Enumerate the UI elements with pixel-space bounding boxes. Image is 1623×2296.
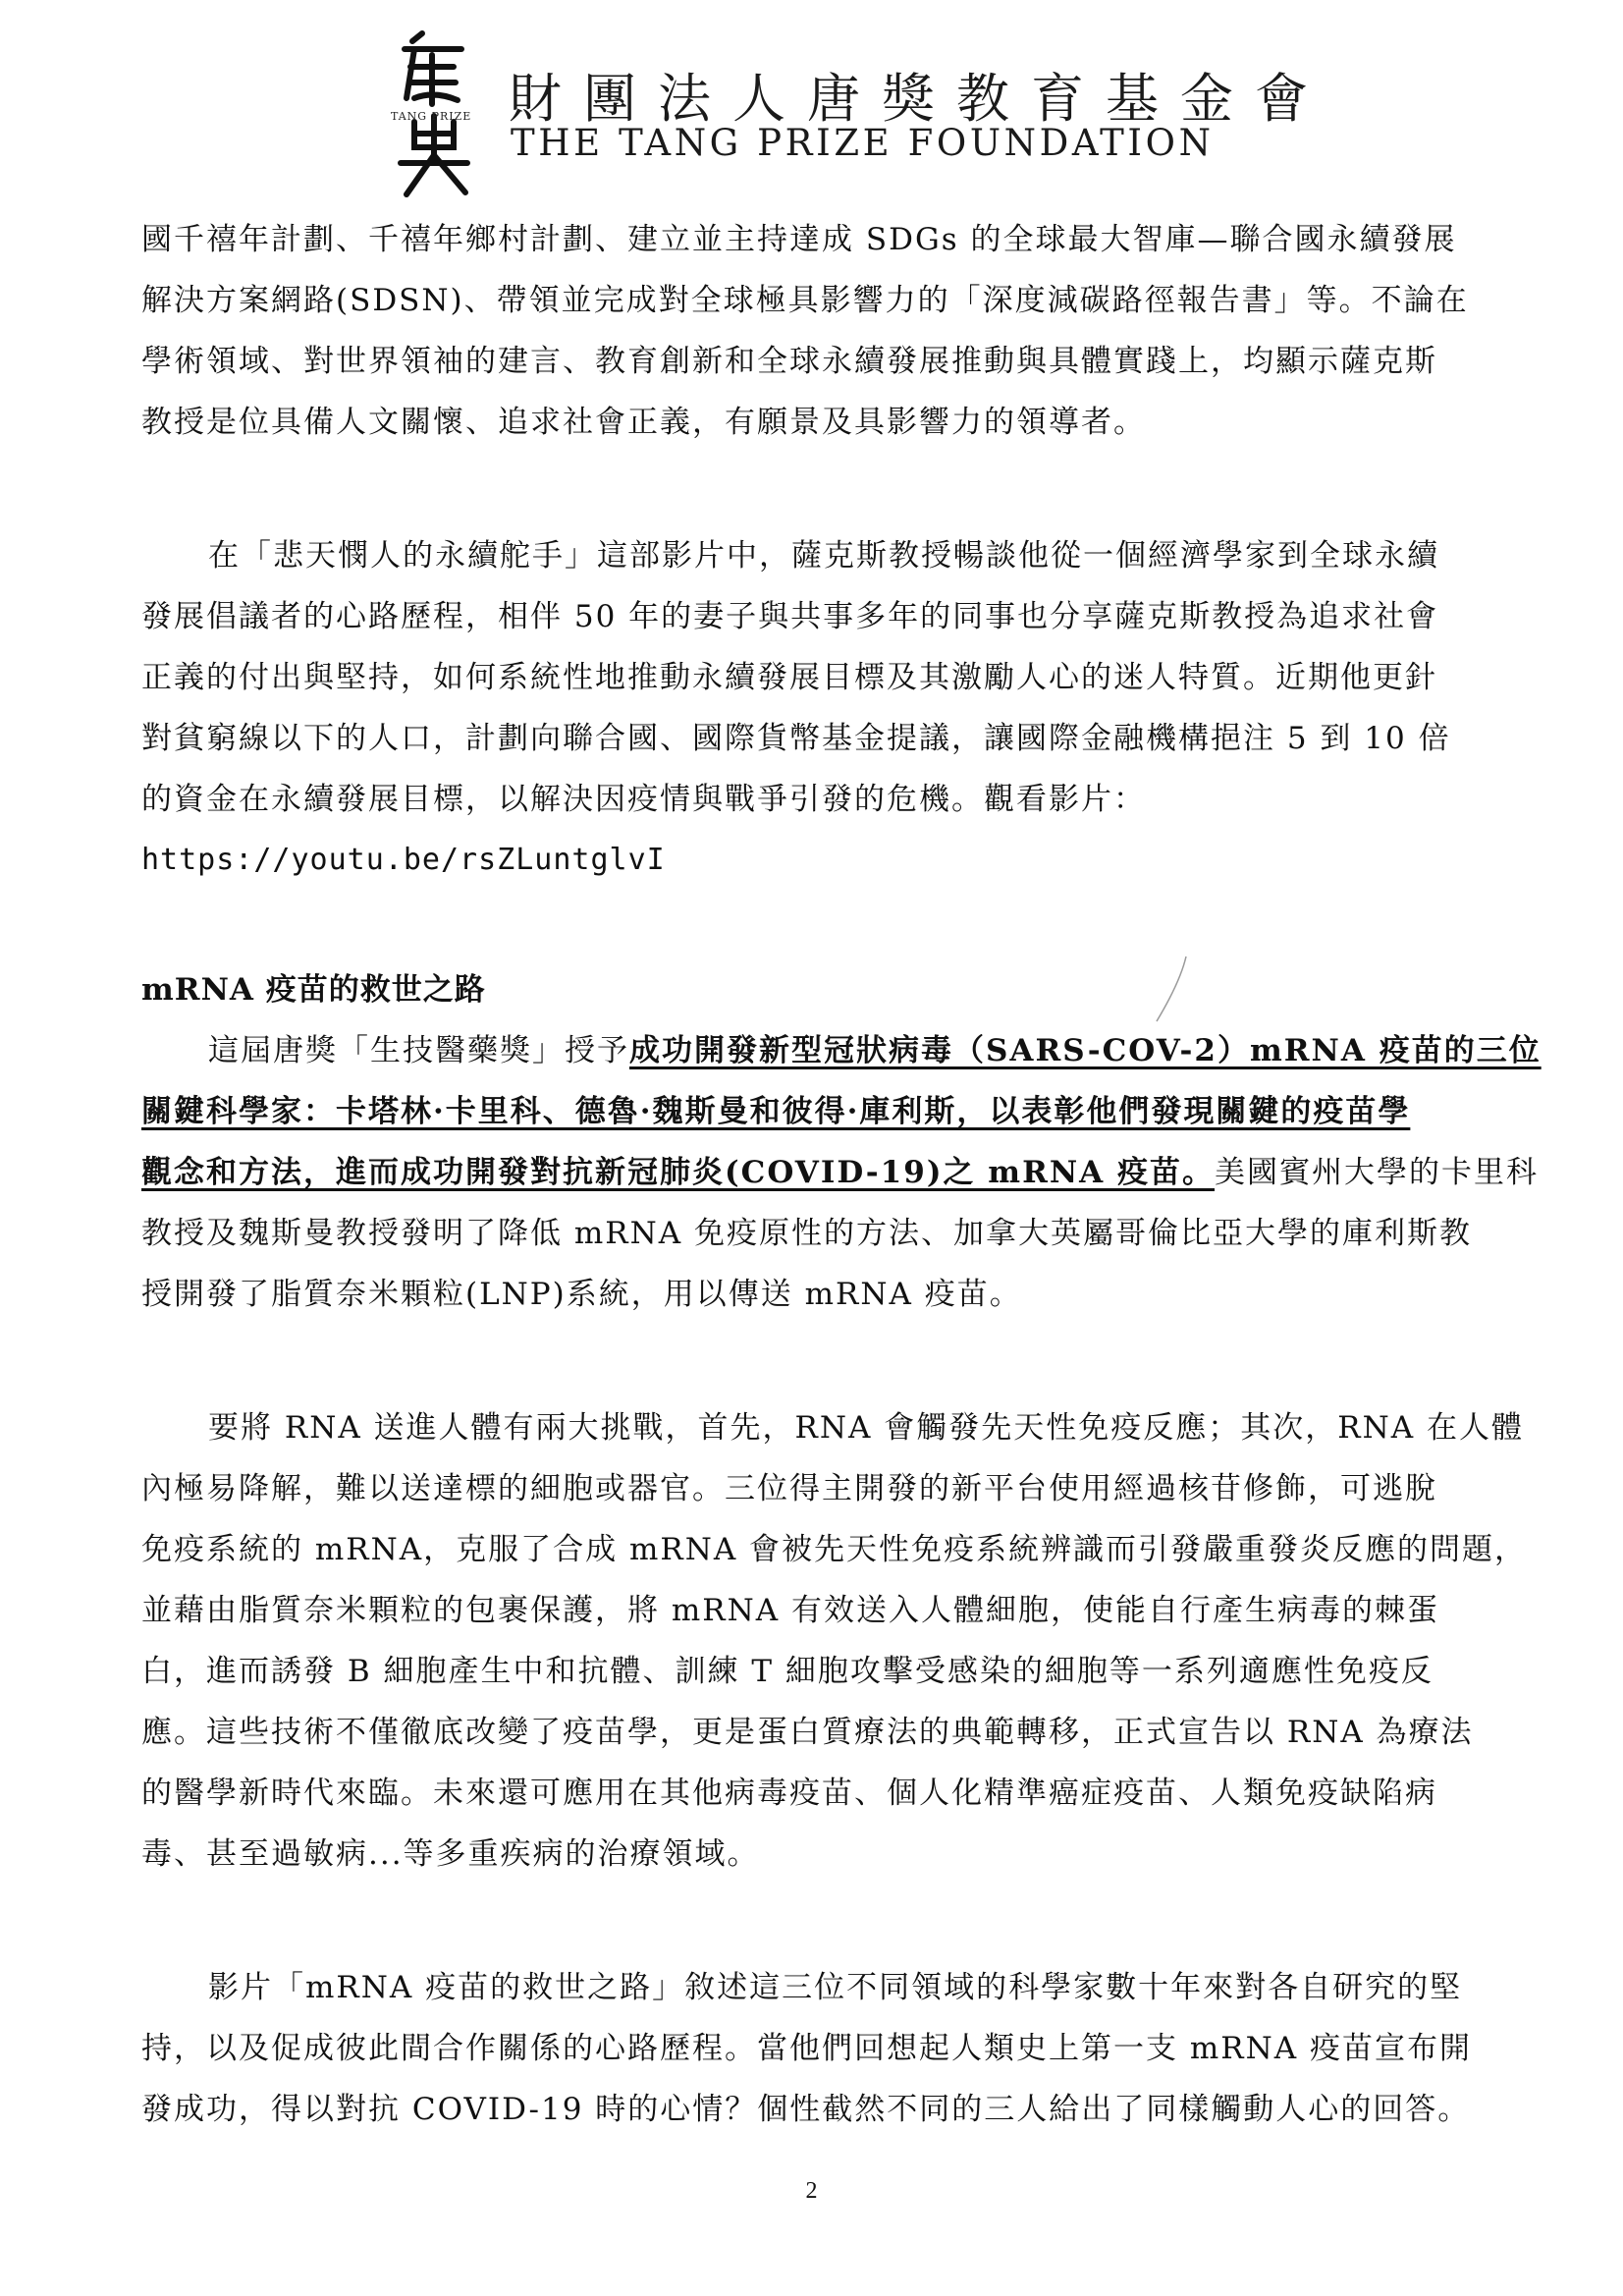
paragraph-line (208, 1031, 1542, 1070)
paragraph-line (141, 1092, 1457, 1131)
paragraph-line: 的醫學新時代來臨。未來還可應用在其他病毒疫苗、個人化精準癌症疫苗、人類免疫缺陷病 (141, 1776, 1437, 1811)
paragraph-line: 免疫系統的 mRNA，克服了合成 mRNA 會被先天性免疫系統辨識而引發嚴重發炎反應的問題， (141, 1532, 1528, 1567)
paragraph-line: 並藉由脂質奈米顆粒的包裹保護，將 mRNA 有效送入人體細胞，使能自行產生病毒的棘蛋 (141, 1593, 1439, 1628)
paragraph-line: 毒、甚至過敏病...等多重疾病的治療領域。 (141, 1836, 760, 1872)
paragraph-line: 要將 RNA 送進人體有兩大挑戰，首先，RNA 會觸發先天性免疫反應；其次，RNA 在人體 (208, 1410, 1524, 1446)
paragraph-line: 授開發了脂質奈米顆粒(LNP)系統，用以傳送 mRNA 疫苗。 (141, 1277, 1022, 1312)
paragraph-line: 國千禧年計劃、千禧年鄉村計劃、建立並主持達成 SDGs 的全球最大智庫—聯合國永續發展 (141, 222, 1457, 257)
stray-pen-mark (1147, 953, 1206, 1031)
paragraph-line: 白，進而誘發 B 細胞產生中和抗體、訓練 T 細胞攻擊受感染的細胞等一系列適應性免疫反 (141, 1654, 1434, 1689)
paragraph-line: 對貧窮線以下的人口，計劃向聯合國、國際貨幣基金提議，讓國際金融機構挹注 5 到 10 倍 (141, 721, 1451, 756)
paragraph-line: 教授是位具備人文關懷、追求社會正義，有願景及具影響力的領導者。 (141, 405, 1146, 440)
paragraph-line: 正義的付出與堅持，如何系統性地推動永續發展目標及其激勵人心的迷人特質。近期他更針 (141, 660, 1437, 695)
paragraph-line: 在「悲天憫人的永續舵手」這部影片中，薩克斯教授暢談他從一個經濟學家到全球永續 (208, 538, 1439, 574)
paragraph-line: 教授及魏斯曼教授發明了降低 mRNA 免疫原性的方法、加拿大英屬哥倫比亞大學的庫利斯教 (141, 1216, 1472, 1251)
paragraph-line: 發展倡議者的心路歷程，相伴 50 年的妻子與共事多年的同事也分享薩克斯教授為追求社會 (141, 599, 1439, 634)
page-number: 2 (805, 2178, 818, 2204)
video-link[interactable]: https://youtu.be/rsZLuntglvI (141, 843, 666, 877)
org-name-english: THE TANG PRIZE FOUNDATION (511, 122, 1215, 164)
logo-caption: TANG PRIZE (391, 110, 472, 123)
paragraph-line: 應。這些技術不僅徹底改變了疫苗學，更是蛋白質療法的典範轉移，正式宣告以 RNA 為療法 (141, 1715, 1474, 1750)
paragraph-line: 學術領域、對世界領袖的建言、教育創新和全球永續發展推動與具體實踐上，均顯示薩克斯 (141, 344, 1437, 379)
paragraph-line: 解決方案網路(SDSN)、帶領並完成對全球極具影響力的「深度減碳路徑報告書」等。不論在 (141, 283, 1469, 318)
letterhead (0, 0, 1623, 206)
paragraph-line (141, 1153, 1540, 1192)
paragraph-line: 發成功，得以對抗 COVID-19 時的心情？個性截然不同的三人給出了同樣觸動人心的回答。 (141, 2092, 1471, 2127)
paragraph-line: 持，以及促成彼此間合作關係的心路歷程。當他們回想起人類史上第一支 mRNA 疫苗宣布開 (141, 2031, 1472, 2066)
org-name-chinese: 財團法人唐獎教育基金會 (509, 68, 1329, 130)
text-underlined: 觀念和方法，進而成功開發對抗新冠肺炎(COVID-19)之 mRNA 疫苗。 (141, 1155, 1216, 1190)
text-plain: 美國賓州大學的卡里科 (1215, 1155, 1540, 1190)
paragraph-line: 影片「mRNA 疫苗的救世之路」敘述這三位不同領域的科學家數十年來對各自研究的堅 (208, 1970, 1463, 2005)
paragraph-line: 的資金在永續發展目標，以解決因疫情與戰爭引發的危機。觀看影片： (141, 782, 1146, 817)
text-plain: 這屆唐獎「生技醫藥獎」授予 (208, 1033, 629, 1068)
paragraph-line: 內極易降解，難以送達標的細胞或器官。三位得主開發的新平台使用經過核苷修飾，可逃脫 (141, 1471, 1437, 1506)
text-underlined: 成功開發新型冠狀病毒（SARS-COV-2）mRNA 疫苗的三位 (629, 1033, 1542, 1068)
section-heading: mRNA 疫苗的救世之路 (141, 972, 486, 1008)
text-underlined: 關鍵科學家：卡塔林·卡里科、德魯·魏斯曼和彼得·庫利斯，以表彰他們發現關鍵的疫苗學 (141, 1094, 1411, 1129)
